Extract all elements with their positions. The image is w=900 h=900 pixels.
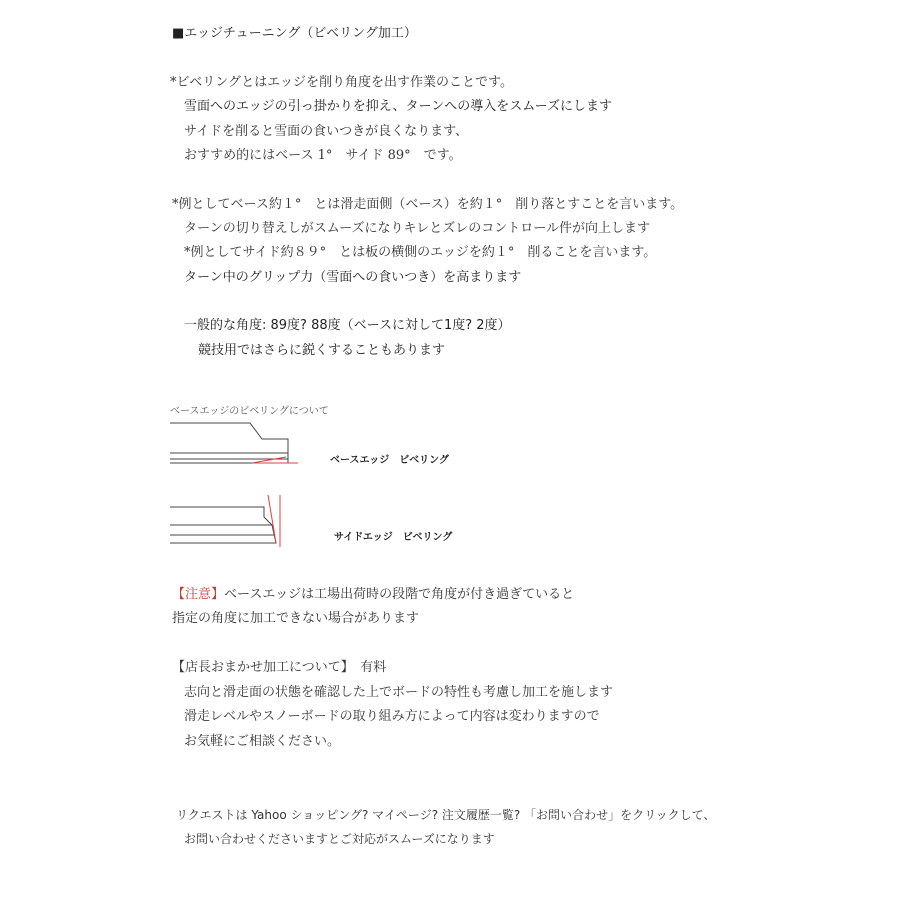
intro-line: 雪面へのエッジの引っ掛かりを抑え、ターンへの導入をスムーズにします	[184, 99, 612, 114]
notice-text: ベースエッジは工場出荷時の段階で角度が付き過ぎていると	[224, 587, 575, 602]
side-edge-figure	[170, 495, 280, 547]
custom-tuning-line: 滑走レベルやスノーボードの取り組み方によって内容は変わりますので	[184, 709, 600, 724]
intro-line: *ビベリングとはエッジを削り角度を出す作業のことです。	[170, 75, 513, 90]
example-line: *例としてサイド約８９° とは板の横側のエッジを約１° 削ることを言います。	[184, 245, 657, 260]
notice-line: 指定の角度に加工できない場合があります	[172, 611, 420, 626]
notice-tag: 【注意】	[172, 587, 225, 602]
general-angle-note: 競技用ではさらに鋭くすることもあります	[198, 343, 446, 358]
notice-line	[172, 587, 574, 603]
side-edge-label: サイドエッジ ビベリング	[334, 532, 453, 543]
example-line: ターンの切り替えしがスムーズになりキレとズレのコントロール件が向上します	[184, 221, 651, 236]
custom-tuning-line: お気軽にご相談ください。	[184, 734, 341, 749]
base-edge-figure	[170, 423, 298, 463]
custom-tuning-line: 志向と滑走面の状態を確認した上でボードの特性も考慮し加工を施します	[184, 685, 614, 700]
custom-tuning-heading: 【店長おまかせ加工について】 有料	[172, 660, 387, 675]
base-edge-label: ベースエッジ ビベリング	[330, 455, 449, 466]
edge-diagram	[168, 415, 308, 575]
diagram-caption: ベースエッジのビベリングについて	[170, 406, 329, 417]
request-line: リクエストは Yahoo ショッピング? マイページ? 注文履歴一覧? 「お問い合わせ」をクリックして、	[176, 808, 716, 822]
page-title: ■エッジチューニング（ビベリング加工）	[172, 26, 417, 41]
general-angle-heading: 一般的な角度: 89度? 88度（ベースに対して1度? 2度）	[184, 318, 511, 333]
intro-line: サイドを削ると雪面の食いつきが良くなります、	[184, 124, 469, 139]
example-line: *例としてベース約１° とは滑走面側（ベース）を約１° 削り落とすことを言います。	[172, 197, 684, 212]
example-line: ターン中のグリップ力（雪面への食いつき）を高まります	[184, 270, 522, 285]
intro-line: おすすめ的にはベース 1° サイド 89° です。	[184, 148, 462, 163]
request-line: お問い合わせくださいますとご対応がスムーズになります	[184, 832, 495, 846]
